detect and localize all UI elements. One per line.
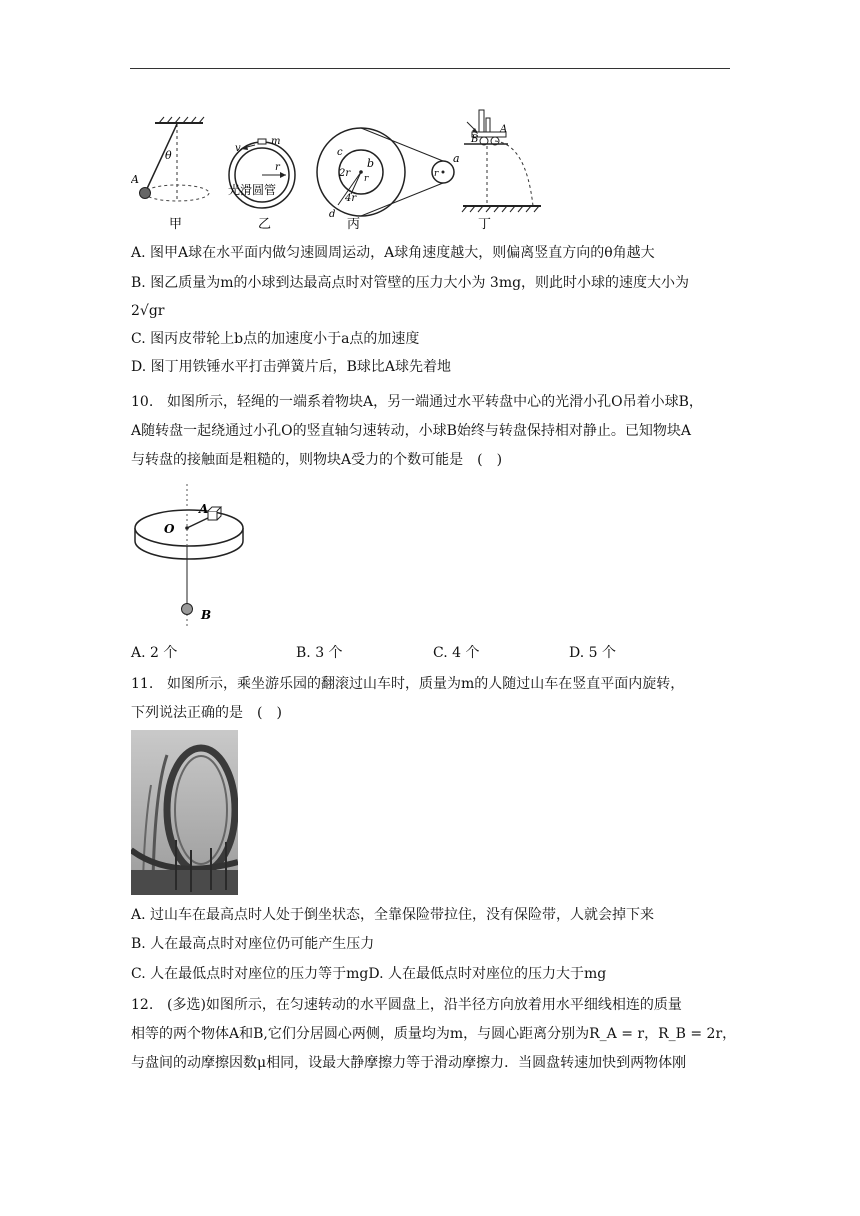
label-bing-r2: r (434, 169, 439, 179)
label-a: a (453, 152, 460, 165)
caption-jia: 甲 (169, 217, 183, 232)
q12-number: 12. (131, 997, 154, 1013)
q9-option-b-line1: B. 图乙质量为m的小球到达最高点时对管壁的压力大小为 3mg，则此时小球的速度大小为 (131, 275, 690, 291)
q9-option-d: D. 图丁用铁锤水平打击弹簧片后，B球比A球先着地 (131, 359, 452, 375)
q10-option-c: C. 4 个 (433, 645, 480, 661)
label-d: d (329, 209, 336, 220)
q11-line2: 下列说法正确的是 ( ) (131, 705, 282, 721)
q10-line3: 与转盘的接触面是粗糙的，则物块A受力的个数可能是 ( ) (131, 452, 503, 468)
label-B: B (471, 134, 479, 145)
q10-option-d: D. 5 个 (569, 645, 616, 661)
label-c: c (337, 147, 343, 158)
figure-yi (228, 136, 295, 232)
caption-bing: 丙 (347, 217, 361, 232)
q11-option-cd: C. 人在最低点时对座位的压力等于mgD. 人在最低点时对座位的压力大于mg (131, 966, 607, 982)
label-tube: 光滑圆管 (228, 183, 277, 197)
q10-label-A: A (199, 502, 209, 516)
figure-jia (131, 117, 209, 232)
q10-line1 (131, 392, 703, 412)
label-A: A (131, 173, 139, 186)
label-m: m (271, 136, 281, 147)
caption-ding: 丁 (478, 217, 492, 232)
q9-figures (131, 104, 551, 236)
q9-option-c: C. 图丙皮带轮上b点的加速度小于a点的加速度 (131, 331, 420, 347)
q9-option-a: A. 图甲A球在水平面内做匀速圆周运动，A球角速度越大，则偏离竖直方向的θ角越大 (131, 245, 655, 261)
q10-option-b: B. 3 个 (296, 645, 343, 661)
q11-number: 11. (131, 676, 154, 692)
q10-label-B: B (201, 608, 212, 622)
q12-text-line1: (多选)如图所示，在匀速转动的水平圆盘上，沿半径方向放着用水平细线相连的质量 (167, 997, 682, 1013)
q10-line2: A随转盘一起绕通过小孔O的竖直轴匀速转动，小球B始终与转盘保持相对静止。已知物块A (131, 423, 691, 439)
label-4r: 4r (345, 193, 357, 204)
label-r: r (275, 162, 280, 173)
q11-option-b: B. 人在最高点时对座位仍可能产生压力 (131, 936, 375, 952)
q12-line2: 相等的两个物体A和B,它们分居圆心两侧，质量均为m，与圆心距离分别为R_A = r，R_B = 2r， (131, 1026, 737, 1042)
label-A-ding: A (500, 124, 508, 135)
label-b: b (367, 157, 375, 170)
label-v: v (235, 143, 241, 154)
q12-line3: 与盘间的动摩擦因数μ相同，设最大静摩擦力等于滑动摩擦力．当圆盘转速加快到两物体刚 (131, 1055, 687, 1071)
q9-option-b-line2: 2√gr (131, 303, 165, 319)
roller-coaster-photo (131, 730, 238, 895)
q10-number: 10. (131, 394, 154, 410)
q12-line1 (131, 995, 682, 1015)
q10-label-O: O (164, 522, 175, 536)
q10-figure (131, 484, 251, 630)
q11-text-line1: 如图所示，乘坐游乐园的翻滚过山车时，质量为m的人随过山车在竖直平面内旋转， (167, 676, 685, 692)
figure-bing (317, 128, 460, 232)
q10-option-a: A. 2 个 (131, 645, 178, 661)
label-bing-r: r (364, 174, 369, 184)
caption-yi: 乙 (258, 217, 272, 232)
figure-ding (462, 110, 541, 232)
q10-text-line1: 如图所示，轻绳的一端系着物块A，另一端通过水平转盘中心的光滑小孔O吊着小球B， (167, 394, 703, 410)
label-2r: 2r (339, 168, 351, 179)
q11-option-a: A. 过山车在最高点时人处于倒坐状态，全靠保险带拉住，没有保险带，人就会掉下来 (131, 907, 655, 923)
header-rule (130, 68, 730, 69)
label-theta: θ (165, 149, 172, 162)
q11-line1 (131, 674, 684, 694)
